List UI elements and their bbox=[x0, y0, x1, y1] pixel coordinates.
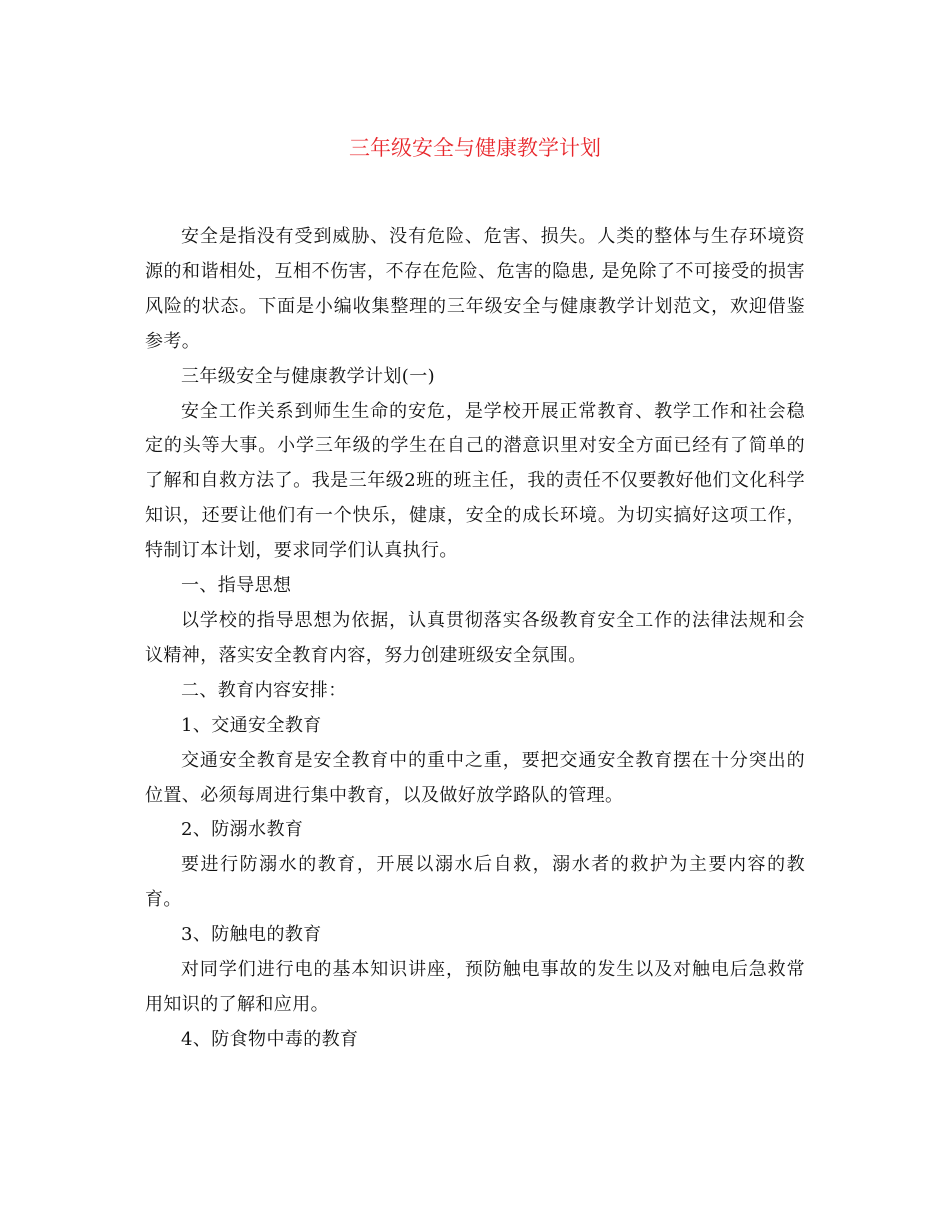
document-body bbox=[145, 220, 805, 1058]
paragraph-drowning-prevention: 要进行防溺水的教育，开展以溺水后自救，溺水者的救护为主要内容的教育。 bbox=[145, 854, 805, 911]
item-heading-electric-shock: 3、防触电的教育 bbox=[181, 924, 322, 946]
paragraph-guiding-ideology: 以学校的指导思想为依据，认真贯彻落实各级教育安全工作的法律法规和会议精神，落实安全教育内容，努力创建班级安全氛围。 bbox=[145, 609, 805, 666]
item-heading-drowning-prevention: 2、防溺水教育 bbox=[181, 819, 304, 841]
section-heading-plan-1: 三年级安全与健康教学计划(一) bbox=[181, 365, 436, 387]
paragraph-electric-shock: 对同学们进行电的基本知识讲座，预防触电事故的发生以及对触电后急救常用知识的了解和应用。 bbox=[145, 959, 805, 1015]
item-heading-food-poisoning: 4、防食物中毒的教育 bbox=[181, 1028, 359, 1050]
item-heading-traffic-safety: 1、交通安全教育 bbox=[181, 714, 322, 736]
section-heading-guiding-ideology: 一、指导思想 bbox=[181, 575, 292, 597]
section-heading-education-content: 二、教育内容安排： bbox=[181, 679, 347, 701]
paragraph-traffic-safety: 交通安全教育是安全教育中的重中之重，要把交通安全教育摆在十分突出的位置、必须每周进行集中教育，以及做好放学路队的管理。 bbox=[145, 749, 805, 806]
paragraph-plan-overview: 安全工作关系到师生生命的安危，是学校开展正常教育、教学工作和社会稳定的头等大事。小学三年级的学生在自己的潜意识里对安全方面已经有了简单的了解和自救方法了。我是三年级2班的班主任，我的责任不仅要教好他们文化科学知识，还要让他们有一个快乐，健康，安全的成长环境。为切实搞好这项工作，特制订本计划，要求同学们认真执行。 bbox=[145, 400, 805, 562]
paragraph-intro: 安全是指没有受到威胁、没有危险、危害、损失。人类的整体与生存环境资源的和谐相处，互相不伤害，不存在危险、危害的隐患, 是免除了不可接受的损害风险的状态。下面是小编收集整理的三年级安全与健康教学计划范文，欢迎借鉴参考。 bbox=[145, 226, 805, 352]
document-title: 三年级安全与健康教学计划 bbox=[349, 136, 601, 160]
